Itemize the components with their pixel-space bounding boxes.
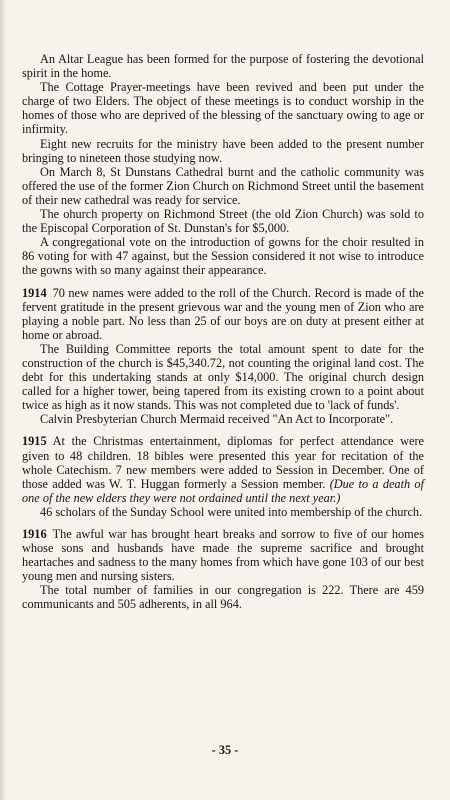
paragraph-cottage-prayer: The Cottage Prayer-meetings have been revived and been put under the charge of two Elders. The object of these meetings is to conduct worship in the homes of those who are deprived of the blessing of the sanctuary owing to age or infirmity. <box>22 80 424 137</box>
paragraph-building-committee: The Building Committee reports the total amount spent to date for the construction of the church is $45,340.72, not counting the original land cost. The debt for this undertaking stands at only $14,000. The original church design called for a higher tower, being tapered from its existing crown to a point about twice as high as it now stands. This was not completed due to 'lack of funds'. <box>22 341 424 413</box>
paragraph-altar-league: An Altar League has been formed for the purpose of fostering the devotional spirit in the home. <box>22 52 424 81</box>
paragraph-families-total: The total number of families in our congregation is 222. There are 459 communicants and 505 adherents, in all 964. <box>22 583 424 612</box>
paragraph-1914: 1914 70 new names were added to the roll of the Church. Record is made of the fervent gratitude in the present grievous war and the young men of Zion who are playing a noble part. No less than 25 of our boys are on duty at present either at home or abroad. <box>22 285 424 342</box>
year-heading: 1916 <box>22 527 47 541</box>
paragraph-cathedral-fire: On March 8, St Dunstans Cathedral burnt and the catholic community was offered the use of the former Zion Church on Richmond Street until the basement of their new cathedral was ready for service. <box>22 164 424 207</box>
paragraph-1916: 1916 The awful war has brought heart breaks and sorrow to five of our homes whose sons and husbands have made the supreme sacrifice and brought heartaches and sadness to the many homes from which have gone 103 of our best young men and nursing sisters. <box>22 527 424 584</box>
paragraph-gowns-vote: A congregational vote on the introduction of gowns for the choir resulted in 86 voting for with 47 against, but the Session considered it not wise to introduce the gowns with so many against their appearance. <box>22 235 424 278</box>
italic-note: (Due to a death of one of the new elders they were not ordained until the next year.) <box>22 476 424 505</box>
page-number: - 35 - <box>211 743 239 757</box>
paragraph-ministry-recruits: Eight new recruits for the ministry have been added to the present number bringing to nineteen those studying now. <box>22 136 424 165</box>
year-heading: 1914 <box>22 285 47 300</box>
body-text <box>22 52 424 612</box>
paragraph-property-sale: The ohurch property on Richmond Street (the old Zion Church) was sold to the Episcopal Corporation of St. Dunstan's for $5,000. <box>22 207 424 236</box>
paragraph-sunday-school: 46 scholars of the Sunday School were united into membership of the church. <box>40 504 423 519</box>
paragraph-calvin-church: Calvin Presbyterian Church Mermaid received "An Act to Incorporate". <box>40 412 394 427</box>
year-heading: 1915 <box>22 434 47 449</box>
paragraph-1915: 1915 At the Christmas entertainment, diplomas for perfect attendance were given to 48 children. 18 bibles were presented this year for recitation of the whole Catechism. 7 new members were added to Session in December. One of those added was W. T. Huggan formerly a Session member. (Due to a death of one of the new elders they were not ordained until the next year.) <box>22 434 424 505</box>
